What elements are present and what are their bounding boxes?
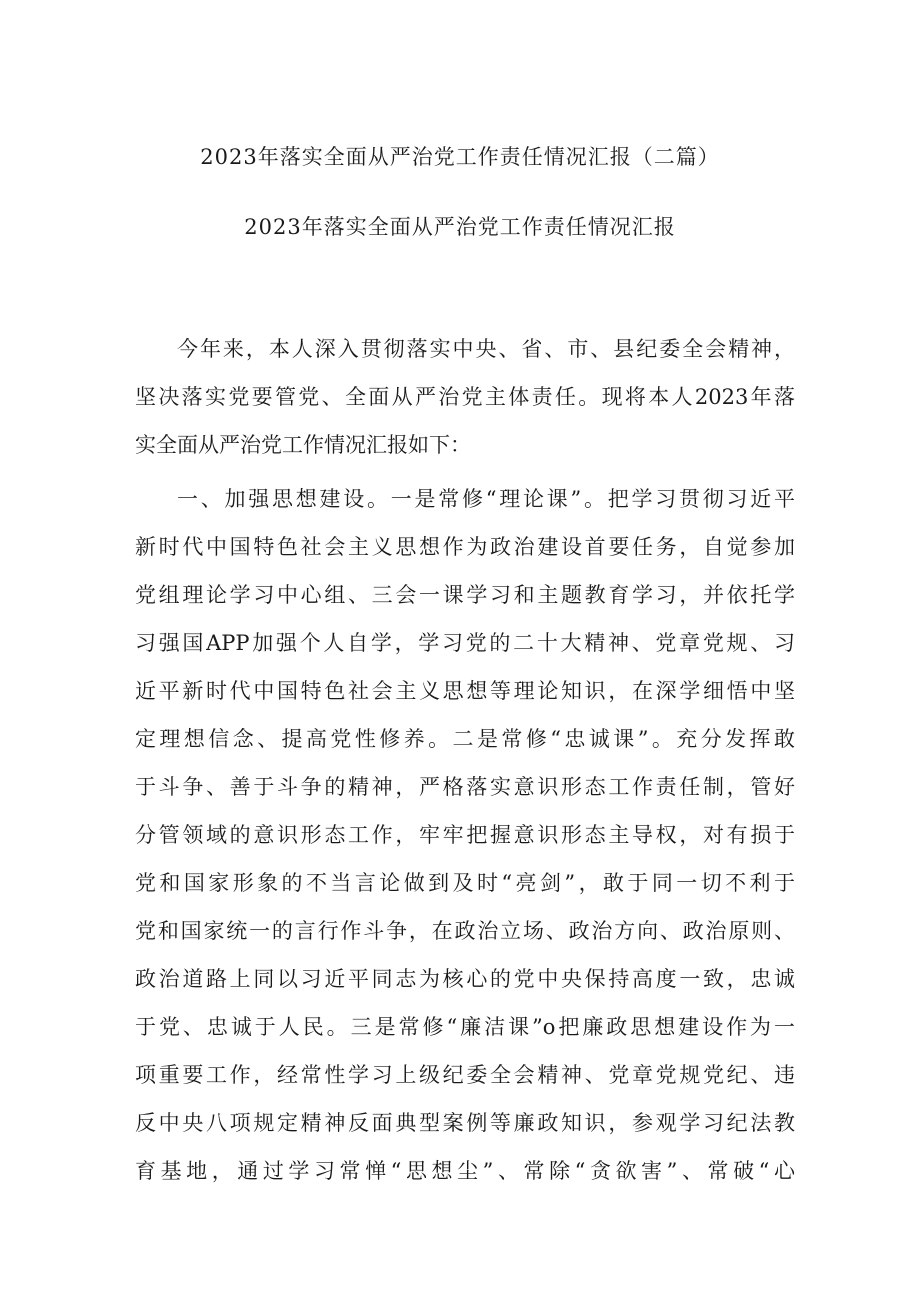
paragraph-line: 反中央八项规定精神反面典型案例等廉政知识，参观学习纪法教	[135, 1111, 795, 1135]
paragraph-line: 政治道路上同以习近平同志为核心的党中央保持高度一致，忠诚	[135, 967, 795, 991]
paragraph-line: 育基地，通过学习常惮“思想尘”、常除“贪欲害”、常破“心	[135, 1159, 795, 1183]
paragraph-line: 新时代中国特色社会主义思想作为政治建设首要任务，自觉参加	[135, 535, 795, 559]
document-subtitle: 2023年落实全面从严治党工作责任情况汇报	[244, 215, 676, 239]
paragraph-line: 于党、忠诚于人民。三是常修“廉洁课”o把廉政思想建设作为一	[135, 1015, 795, 1039]
paragraph-line: 坚决落实党要管党、全面从严治党主体责任。现将本人2023年落	[135, 385, 795, 409]
paragraph-ideology-building	[135, 475, 795, 1195]
paragraph-line: 于斗争、善于斗争的精神，严格落实意识形态工作责任制，管好	[135, 775, 795, 799]
paragraph-line: 实全面从严治党工作情况汇报如下：	[135, 433, 471, 457]
paragraph-line: 党和国家统一的言行作斗争，在政治立场、政治方向、政治原则、	[135, 919, 795, 943]
paragraph-line: 党组理论学习中心组、三会一课学习和主题教育学习，并依托学	[135, 583, 795, 607]
paragraph-line: 近平新时代中国特色社会主义思想等理论知识，在深学细悟中坚	[135, 679, 795, 703]
paragraph-line: 今年来，本人深入贯彻落实中央、省、市、县纪委全会精神，	[177, 337, 795, 361]
paragraph-line: 分管领域的意识形态工作，牢牢把握意识形态主导权，对有损于	[135, 823, 795, 847]
paragraph-line: 党和国家形象的不当言论做到及时“亮剑”，敢于同一切不利于	[135, 871, 795, 895]
paragraph-line: 习强国APP加强个人自学，学习党的二十大精神、党章党规、习	[135, 631, 795, 655]
paragraph-line: 项重要工作，经常性学习上级纪委全会精神、党章党规党纪、违	[135, 1063, 795, 1087]
paragraph-line: 定理想信念、提高党性修养。二是常修“忠诚课”。充分发挥敢	[135, 727, 795, 751]
paragraph-line: 一、加强思想建设。一是常修“理论课”。把学习贯彻习近平	[177, 487, 795, 511]
paragraph-intro	[135, 325, 795, 469]
document-title: 2023年落实全面从严治党工作责任情况汇报（二篇）	[200, 145, 720, 169]
